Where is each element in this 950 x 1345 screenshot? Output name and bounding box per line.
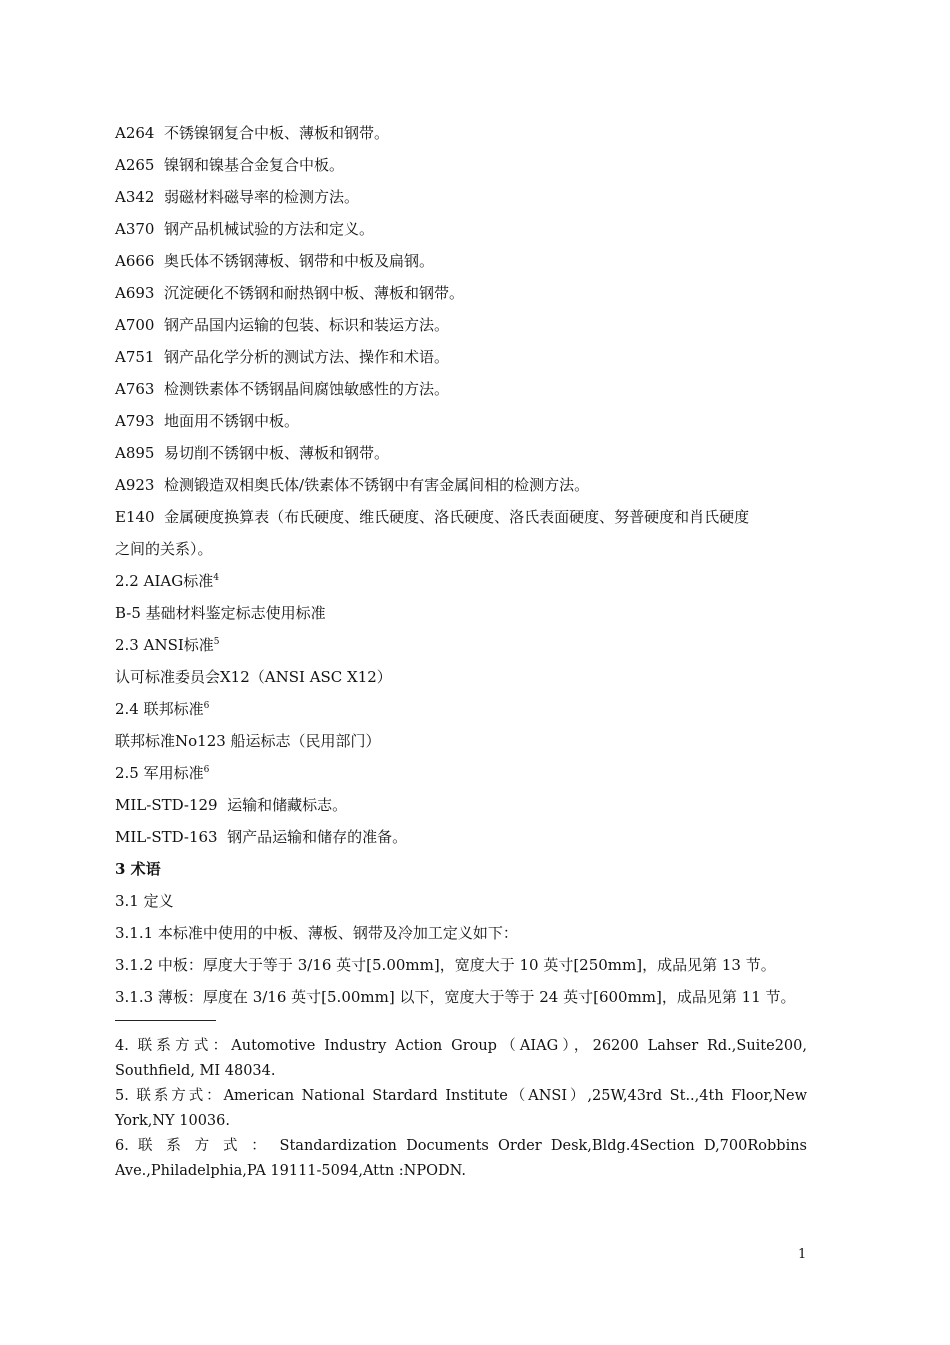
section-heading-federal: 2.4 联邦标准$^6$ [115,700,210,718]
footnote-ref-6: 6 [203,701,210,711]
section-heading-military: 2.5 军用标准$^6$ [115,764,210,782]
reference-a264: A264 不锈镍钢复合中板、薄板和钢带。 [115,124,390,142]
reference-a370: A370 钢产品机械试验的方法和定义。 [115,220,375,238]
footnote-ref-4: 4 [213,573,219,583]
page-number: 1 [798,1247,807,1262]
footnote-6-line2: Ave.,Philadelphia,PA 19111-5094,Attn :NPODN. [115,1163,466,1179]
military-item-129: MIL-STD-129 运输和储藏标志。 [115,796,348,814]
ansi-item: 认可标准委员会X12（ANSI ASC X12） [115,668,392,686]
footnote-ref-6b: 6 [203,765,210,775]
reference-a793: A793 地面用不锈钢中板。 [115,412,300,430]
reference-a751: A751 钢产品化学分析的测试方法、操作和术语。 [115,348,450,366]
clause-3-1-3: 3.1.3 薄板：厚度在 3/16 英寸[5.00mm] 以下，宽度大于等于 24 英寸[600mm]，成品见第 11 节。 [115,988,796,1006]
reference-a763: A763 检测铁素体不锈钢晶间腐蚀敏感性的方法。 [115,380,450,398]
reference-a700: A700 钢产品国内运输的包装、标识和装运方法。 [115,316,450,334]
footnote-5: 5. 联系方式：American National Stardard Institute（ANSI）,25W,43rd St..,4th Floor,New York,NY 10036. [115,1088,807,1129]
definitions-heading: 3.1 定义 [115,892,174,910]
section-heading-terms: 3 术语 [115,860,161,878]
clause-3-1-1: 3.1.1 本标准中使用的中板、薄板、钢带及冷加工定义如下： [115,924,518,942]
section-heading-ansi: 2.3 ANSI标准$^5$ [115,636,220,654]
footnote-ref-5: 5 [213,637,220,647]
federal-item: 联邦标准No123 船运标志（民用部门） [115,732,381,750]
reference-a693: A693 沉淀硬化不锈钢和耐热钢中板、薄板和钢带。 [115,284,465,302]
footnote-separator [115,1020,216,1021]
reference-a923: A923 检测锻造双相奥氏体/铁素体不锈钢中有害金属间相的检测方法。 [115,476,590,494]
section-heading-aiag: 2.2 AIAG标准$^4$ [115,572,219,590]
footnote-4: 4. 联系方式：Automotive Industry Action Group（AIAG），26200 Lahser Rd.,Suite200, Southfield, MI 48034. [115,1038,807,1079]
reference-a666: A666 奥氏体不锈钢薄板、钢带和中板及扁钢。 [115,252,435,270]
reference-a342: A342 弱磁材料磁导率的检测方法。 [115,188,360,206]
reference-e140-continuation: 之间的关系）。 [115,540,213,558]
reference-a265: A265 镍钢和镍基合金复合中板。 [115,156,345,174]
clause-3-1-2: 3.1.2 中板：厚度大于等于 3/16 英寸[5.00mm]，宽度大于 10 英寸[250mm]，成品见第 13 节。 [115,956,776,974]
reference-a895: A895 易切削不锈钢中板、薄板和钢带。 [115,444,390,462]
reference-e140: E140 金属硬度换算表（布氏硬度、维氏硬度、洛氏硬度、洛氏表面硬度、努普硬度和肖氏硬度 [115,508,750,526]
military-item-163: MIL-STD-163 钢产品运输和储存的准备。 [115,828,408,846]
footnote-6-line1: 6. 联 系 方 式 ： Standardization Documents Order Desk,Bldg.4Section D,700Robbins [115,1138,807,1154]
aiag-item: B-5 基础材料鉴定标志使用标准 [115,604,326,622]
